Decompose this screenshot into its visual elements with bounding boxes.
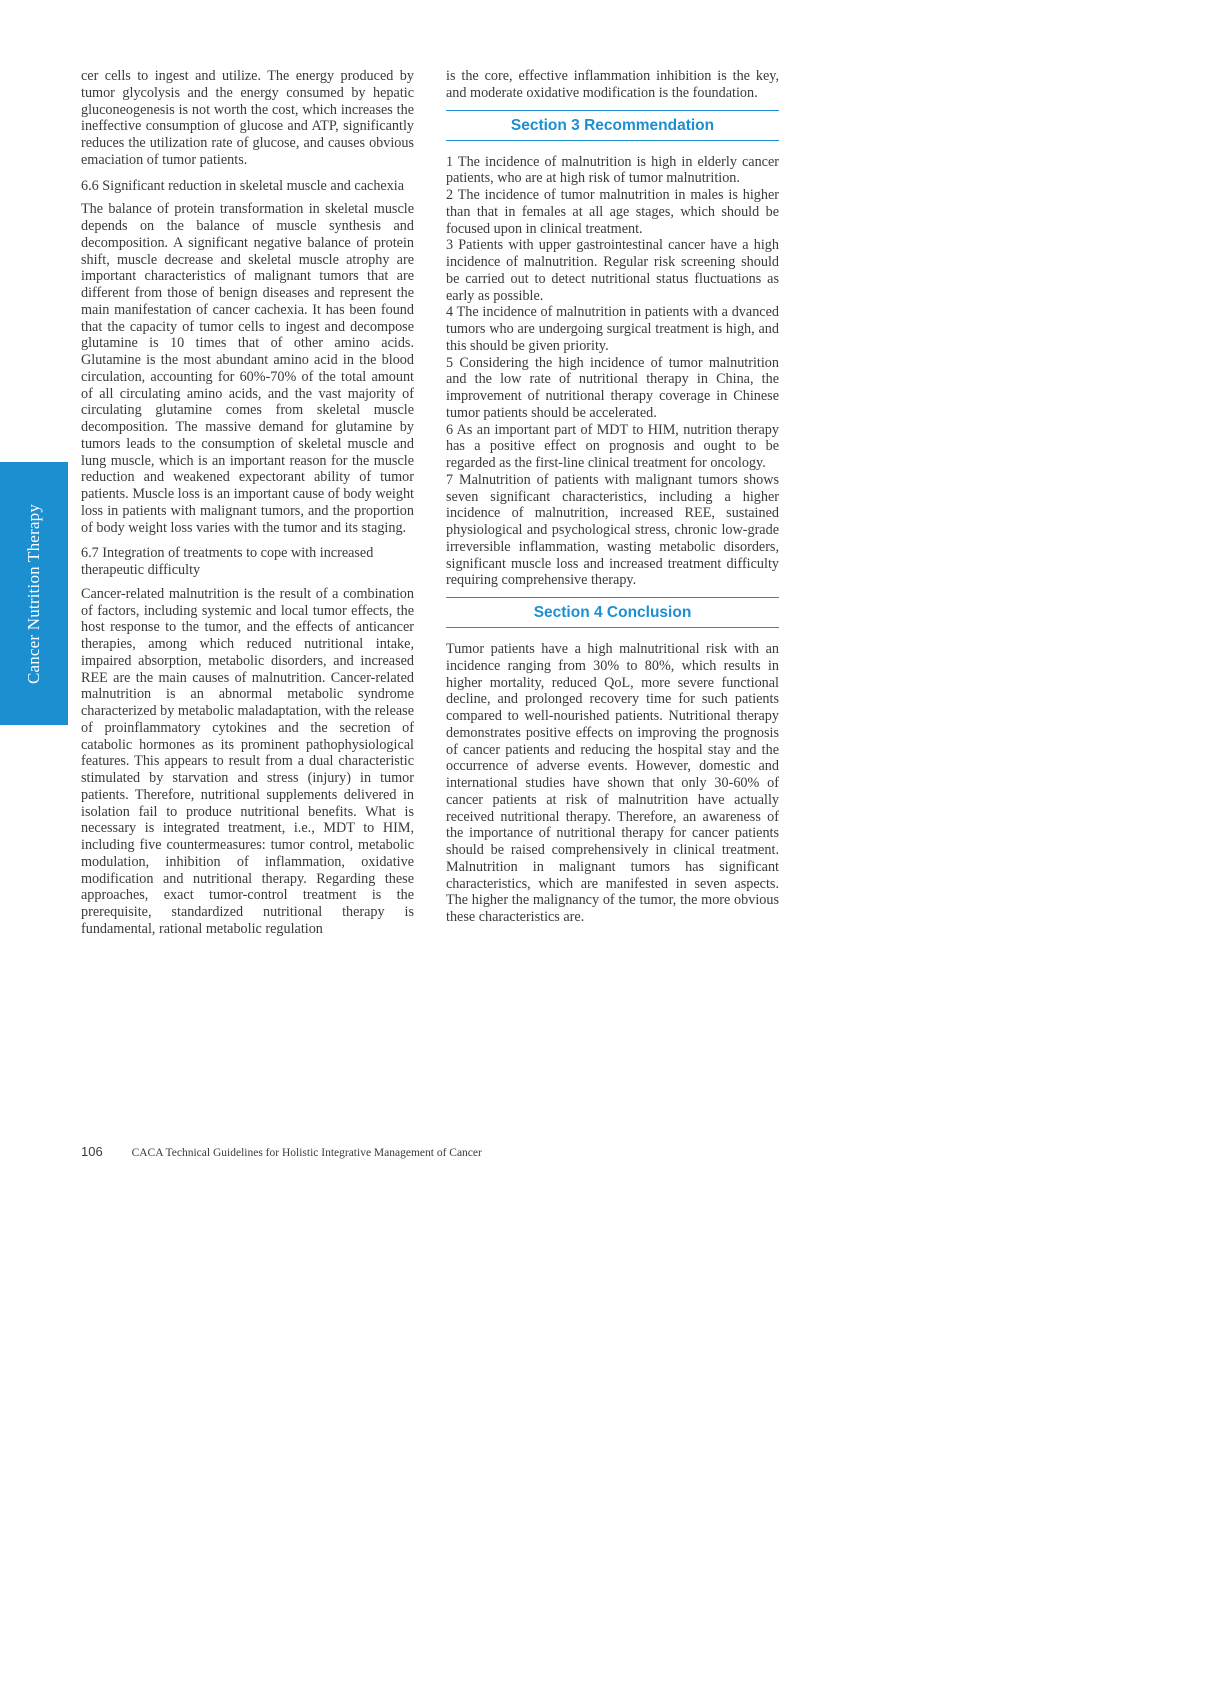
page-footer [81,1144,482,1159]
section-3-heading: Section 3 Recommendation [446,110,779,141]
right-column [446,68,779,926]
paragraph: is the core, effective inflammation inhibition is the key, and moderate oxidative modification is the foundation. [446,68,779,101]
recommendation-item: 4 The incidence of malnutrition in patients with a dvanced tumors who are undergoing surgical treatment is high, and this should be given priority. [446,304,779,354]
subsection-heading-6-6: 6.6 Significant reduction in skeletal muscle and cachexia [81,177,405,194]
paragraph: cer cells to ingest and utilize. The energy produced by tumor glycolysis and the energy consumed by hepatic gluconeogenesis is not worth the cost, which increases the ineffective consumption of glucose and ATP, significantly reduces the utilization rate of glucose, and causes obvious emaciation of tumor patients. [81,68,414,168]
recommendation-item: 1 The incidence of malnutrition is high in elderly cancer patients, who are at high risk of tumor malnutrition. [446,153,779,187]
recommendation-item: 3 Patients with upper gastrointestinal cancer have a high incidence of malnutrition. Regular risk screening should be carried out to detect nutritional status fluctuations as early as possible. [446,237,779,304]
conclusion-paragraph: Tumor patients have a high malnutritional risk with an incidence ranging from 30% to 80%, which results in higher mortality, reduced QoL, more severe functional decline, and prolonged recovery time for such patients compared to well-nourished patients. Nutritional therapy demonstrates positive effects on improving the prognosis of cancer patients and reducing the hospital stay and the occurrence of adverse events. However, domestic and international studies have shown that only 30-60% of cancer patients at risk of malnutrition have actually received nutritional therapy. Therefore, an awareness of the importance of nutritional therapy for cancer patients should be raised comprehensively in clinical treatment. Malnutrition in malignant tumors has significant characteristics, which are manifested in seven aspects. The higher the malignancy of the tumor, the more obvious these characteristics are. [446,641,779,925]
section-4-heading: Section 4 Conclusion [446,597,779,628]
left-column [81,68,414,938]
recommendation-list [446,154,779,590]
paragraph: The balance of protein transformation in skeletal muscle depends on the balance of muscle synthesis and decomposition. A significant negative balance of protein shift, muscle decrease and skeletal muscle atrophy are important characteristics of malignant tumors that are different from those of benign diseases and represent the main manifestation of cancer cachexia. It has been found that the capacity of tumor cells to ingest and decompose glutamine is 10 times that of other amino acids. Glutamine is the most abundant amino acid in the blood circulation, accounting for 60%-70% of the total amount of all circulating amino acids, and the vast majority of circulating glutamine comes from skeletal muscle decomposition. The massive demand for glutamine by tumors leads to the consumption of skeletal muscle and lung muscle, which is an important reason for the muscle reduction and weakened expectorant ability of tumor patients. Muscle loss is an important cause of body weight loss in patients with malignant tumors, and the proportion of body weight loss varies with the tumor and its staging. [81,201,414,536]
recommendation-item: 6 As an important part of MDT to HIM, nutrition therapy has a positive effect on prognosis and ought to be regarded as the first-line clinical treatment for oncology. [446,421,779,471]
recommendation-item: 7 Malnutrition of patients with malignant tumors shows seven significant characteristics, including a higher incidence of malnutrition, increased REE, sustained physiological and psychological stress, chronic low-grade irreversible inflammation, wasting metabolic disorders, significant muscle loss and increased treatment difficulty requiring comprehensive therapy. [446,471,779,589]
page-number: 106 [81,1144,103,1159]
recommendation-item: 5 Considering the high incidence of tumor malnutrition and the low rate of nutritional therapy in China, the improvement of nutritional therapy coverage in Chinese tumor patients should be accelerated. [446,354,779,421]
paragraph: Cancer-related malnutrition is the result of a combination of factors, including systemic and local tumor effects, the host response to the tumor, and the effects of anticancer therapies, among which reduced nutritional intake, impaired absorption, metabolic disorders, and increased REE are the main causes of malnutrition. Cancer-related malnutrition is an abnormal metabolic syndrome characterized by metabolic maladaptation, with the release of proinflammatory cytokines and the secretion of catabolic hormones as its prominent pathophysiological features. This appears to result from a dual characteristic stimulated by starvation and stress (injury) in tumor patients. Therefore, nutritional supplements delivered in isolation fail to produce nutritional benefits. What is necessary is integrated treatment, i.e., MDT to HIM, including five countermeasures: tumor control, metabolic modulation, inhibition of inflammation, oxidative modification and nutritional therapy. Regarding these approaches, exact tumor-control treatment is the prerequisite, standardized nutritional therapy is fundamental, rational metabolic regulation [81,585,414,937]
subsection-heading-6-7: 6.7 Integration of treatments to cope with increased therapeutic difficulty [81,545,374,578]
recommendation-item: 2 The incidence of tumor malnutrition in males is higher than that in females at all age stages, which should be focused upon in clinical treatment. [446,187,779,237]
side-tab-label: Cancer Nutrition Therapy [24,503,43,685]
running-title: CACA Technical Guidelines for Holistic Integrative Management of Cancer [131,1147,482,1159]
